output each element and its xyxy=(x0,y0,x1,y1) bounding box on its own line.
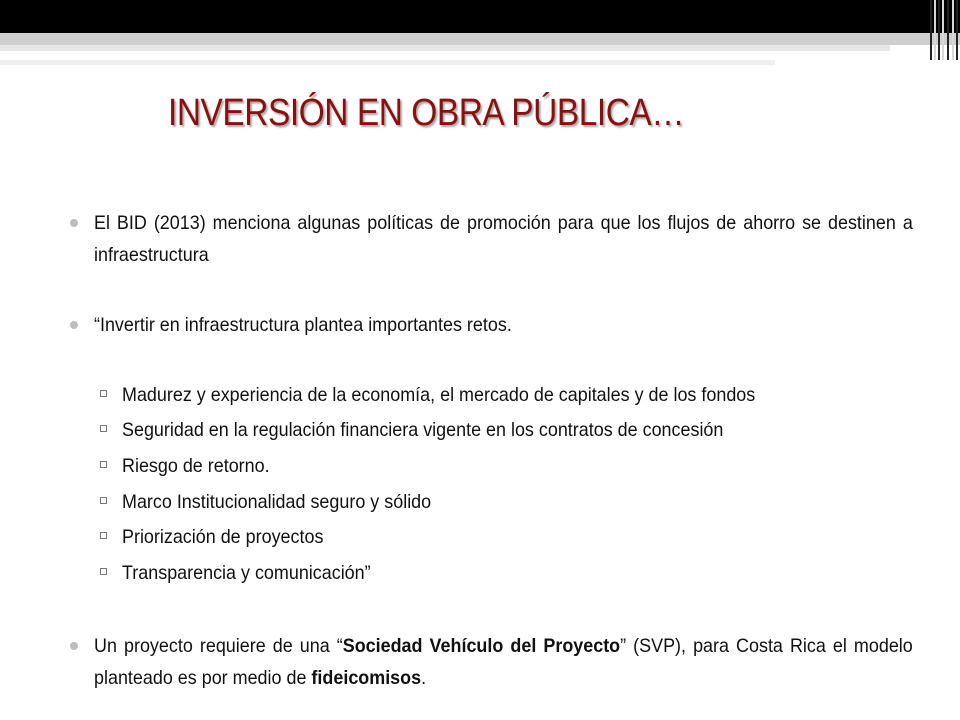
bullet-text-part: ” (SVP), para Costa Rica el modelo planteado es por medio de xyxy=(94,635,913,689)
sub-item-text: Transparencia y comunicación” xyxy=(122,562,371,584)
square-bullet-icon xyxy=(100,425,107,432)
slide-title: INVERSIÓN EN OBRA PÚBLICA… xyxy=(168,92,685,134)
bullet-item xyxy=(72,309,912,341)
sub-item-text: Marco Institucionalidad seguro y sólido xyxy=(122,491,432,513)
bullet-dot-icon xyxy=(70,642,78,650)
bullet-dot-icon xyxy=(70,219,78,227)
bullet-text-part: Un proyecto requiere de una “ xyxy=(94,635,343,657)
bullet-text: El BID (2013) menciona algunas políticas de promoción para que los flujos de ahorro se destinen a infraestructura xyxy=(94,212,913,266)
square-bullet-icon xyxy=(100,497,107,504)
sub-item-text: Priorización de proyectos xyxy=(122,526,324,548)
bullet-text-part: . xyxy=(421,667,427,689)
sub-item-text: Riesgo de retorno. xyxy=(122,455,270,477)
square-bullet-icon xyxy=(100,568,107,575)
bullet-text xyxy=(94,630,913,694)
sub-item-text: Madurez y experiencia de la economía, el mercado de capitales y de los fondos xyxy=(122,384,756,406)
bullet-item xyxy=(72,207,912,271)
bullet-item xyxy=(72,630,912,694)
square-bullet-icon xyxy=(100,461,107,468)
bold-term-svp: Sociedad Vehículo del Proyecto xyxy=(342,635,621,657)
bullet-dot-icon xyxy=(70,321,78,329)
bold-term-fideicomisos: fideicomisos xyxy=(311,667,422,689)
sub-item-text: Seguridad en la regulación financiera vigente en los contratos de concesión xyxy=(122,419,724,441)
square-bullet-icon xyxy=(100,390,107,397)
bullet-text: “Invertir en infraestructura plantea importantes retos. xyxy=(94,314,512,336)
square-bullet-icon xyxy=(100,532,107,539)
